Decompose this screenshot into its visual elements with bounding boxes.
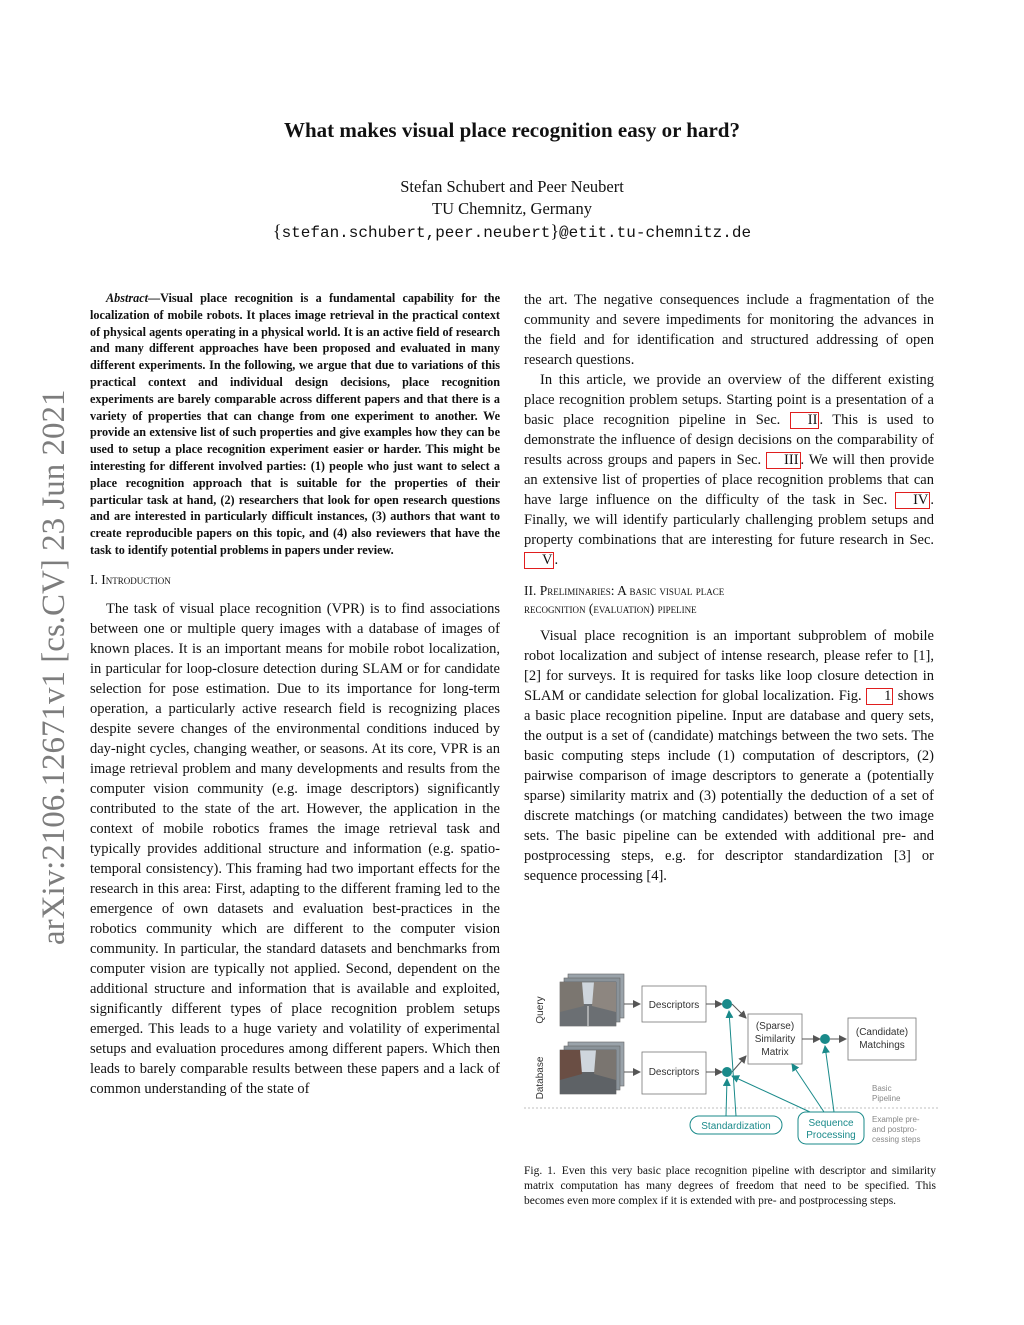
node-bottom xyxy=(722,1067,732,1077)
section-1-heading xyxy=(90,571,500,589)
node-similarity xyxy=(820,1034,830,1044)
query-image-stack xyxy=(560,974,624,1026)
section-ref-ii-link[interactable]: II xyxy=(790,412,820,429)
similarity-line2: Similarity xyxy=(754,1034,796,1045)
email-brace-close: } xyxy=(550,221,560,241)
section-ref-iv-link[interactable]: IV xyxy=(895,492,930,509)
paper-title: What makes visual place recognition easy or hard? xyxy=(284,118,740,142)
para3-text-5: . xyxy=(554,552,559,568)
intro-paragraph-3 xyxy=(524,370,934,570)
email-users: stefan.schubert,peer.neubert xyxy=(281,224,551,242)
sequence-line1: Sequence xyxy=(808,1118,854,1129)
database-label: Database xyxy=(535,1056,546,1100)
figure-ref-1-link[interactable]: 1 xyxy=(866,688,893,705)
para3-text-2: . This is used to demonstrate the influence of design decisions on the comparability of results across groups and papers in Sec. xyxy=(524,412,934,468)
matchings-line2: Matchings xyxy=(859,1040,905,1051)
section-2-heading-line2 xyxy=(524,600,934,618)
section-ref-iii-link[interactable]: III xyxy=(766,452,801,469)
author-block xyxy=(0,176,1024,244)
similarity-line1: (Sparse) xyxy=(755,1021,795,1032)
basic-pipeline-line1: Basic xyxy=(872,1084,892,1093)
caption-text: Even this very basic place recognition pipeline with descriptor and similarity matrix computation has many degrees of freedom that need to be specified. This becomes even more complex if it is extended with pre- and postprocessing steps. xyxy=(524,1165,936,1207)
similarity-line3: Matrix xyxy=(761,1047,789,1058)
intro-paragraph-2: the art. The negative consequences include a fragmentation of the community and severe impediments for monitoring the advances in the field and for identification and structured addressing of open research questions. xyxy=(524,292,934,368)
descriptors-top-label: Descriptors xyxy=(648,1000,700,1011)
section-1-number: I. xyxy=(90,571,98,587)
abstract-dash: — xyxy=(147,291,161,305)
figure-caption xyxy=(524,1164,936,1209)
abstract-text: Visual place recognition is a fundamental capability for the localization of mobile robots. It places image retrieval in the practical context of physical agents operating in a physical world. It is an active field of research and many different approaches have been proposed and evaluated in many different experiments. In the following, we argue that due to variations of this practical context and individual design decisions, place recognition experiments are barely comparable across different papers and that there is a variety of properties that can change from one experiment to another. We provide an extensive list of such properties and give examples how they can be used to setup a place recognition experiment easier or harder. This might be interesting for different involved parties: (1) people who just want to select a place recognition approach that is suitable for the properties of their particular task at hand, (2) researchers that look for open research questions and are interested in particularly difficult instances, (3) authors that want to create reproducible papers on this topic, and (4) also reviewers that have the task to identify potential problems in papers under review. xyxy=(90,291,500,557)
arxiv-identifier: arXiv:2106.12671v1 [cs.CV] 23 Jun 2021 xyxy=(36,389,72,945)
matchings-box xyxy=(848,1018,916,1060)
caption-label: Fig. 1. xyxy=(524,1165,556,1177)
author-email xyxy=(0,220,1024,244)
prelim-text-1: Visual place recognition is an important subproblem of mobile robot localization and subject of intense research, please refer to [1], [2] for surveys. It is required for tasks like loop closure detection in SLAM or candidate selection for global localization. Fig. xyxy=(524,628,934,704)
author-affiliation: TU Chemnitz, Germany xyxy=(432,199,592,218)
example-line3: cessing steps xyxy=(872,1135,921,1144)
right-column xyxy=(524,290,934,886)
left-column xyxy=(90,290,500,1099)
email-domain: @etit.tu-chemnitz.de xyxy=(559,224,752,242)
intro-paragraph-1: The task of visual place recognition (VPR) is to find associations between one or multiple query images with a database of images of known places. It is an important means for mobile robot localization, in particular for loop-closure detection during SLAM or for candidate selection for pose estimation. Due to its importance for long-term operation, a particularly active research field is recognizing places despite severe changes of the environmental conditions induced by day-night cycles, changing weather, or seasons. At its core, VPR is an image retrieval problem and many developments and results from the computer vision community (e.g. image descriptors) significantly contributed to the state of the art. However, the application in the context of mobile robotics frames the image retrieval task and typically provides additional structure and information (e.g. spatio-temporal consistency). This framing had two important effects for the research in this area: First, adapting to the different framing led to the emergence of own datasets and evaluation best-practices in the robotics community which are different to the computer vision community. In particular, the standard datasets and benchmarks from computer vision are typically not applied. Second, dependent on the additional structure and information that is available and exploited, significantly different types of place recognition problem setups emerged. This leads to a huge variety and volatility of experimental setups and evaluation procedures among different papers. Which then leads to barely comparable results between these papers and a lack of common understanding of the state of xyxy=(90,600,500,1097)
descriptors-bottom-label: Descriptors xyxy=(648,1067,700,1078)
matchings-line1: (Candidate) xyxy=(855,1027,909,1038)
para3-text-4: . Finally, we will identify particularly challenging problem setups and property combinations that are interesting for future research in Sec. xyxy=(524,492,934,548)
email-brace-open: { xyxy=(272,221,282,241)
abstract xyxy=(90,290,500,559)
basic-pipeline-line2: Pipeline xyxy=(872,1094,901,1103)
para3-text-1: In this article, we provide an overview of the different existing place recognition problem setups. Starting point is a presentation of a basic place recognition pipeline in Sec. xyxy=(524,372,934,428)
section-2-number: II. xyxy=(524,583,537,598)
query-label: Query xyxy=(535,996,546,1024)
database-image-stack xyxy=(560,1042,624,1094)
pipeline-diagram xyxy=(524,960,938,1156)
section-ref-v-link[interactable]: V xyxy=(524,552,554,569)
sequence-line2: Processing xyxy=(806,1130,856,1141)
node-top xyxy=(722,999,732,1009)
section-2-title-line1: Preliminaries: A basic visual place xyxy=(539,583,725,598)
example-line2: and postpro- xyxy=(872,1125,917,1134)
para3-text-3: . We will then provide an extensive list of properties of place recognition problems that can have large influence on the difficulty of the task in Sec. xyxy=(524,452,935,508)
section-2-heading xyxy=(524,582,934,600)
author-names: Stefan Schubert and Peer Neubert xyxy=(400,177,624,196)
preliminaries-paragraph xyxy=(524,626,934,886)
figure-1 xyxy=(524,960,938,1156)
example-line1: Example pre- xyxy=(872,1115,920,1124)
standardization-label: Standardization xyxy=(701,1121,771,1132)
prelim-text-2: shows a basic place recognition pipeline. Input are database and query sets, the output is a set of (candidate) matchings between the two sets. The basic computing steps include (1) computation of descriptors, (2) pairwise comparison of image descriptors to generate a (potentially sparse) similarity matrix and (3) potentially the deduction of a set of discrete matchings (or matching candidates) between the two image sets. The basic pipeline can be extended with additional pre- and postprocessing steps, e.g. for descriptor standardization [3] or sequence processing [4]. xyxy=(524,688,934,884)
abstract-label: Abstract xyxy=(106,291,148,305)
section-1-title: Introduction xyxy=(101,571,171,587)
section-2-title-line2: recognition (evaluation) pipeline xyxy=(524,601,697,616)
